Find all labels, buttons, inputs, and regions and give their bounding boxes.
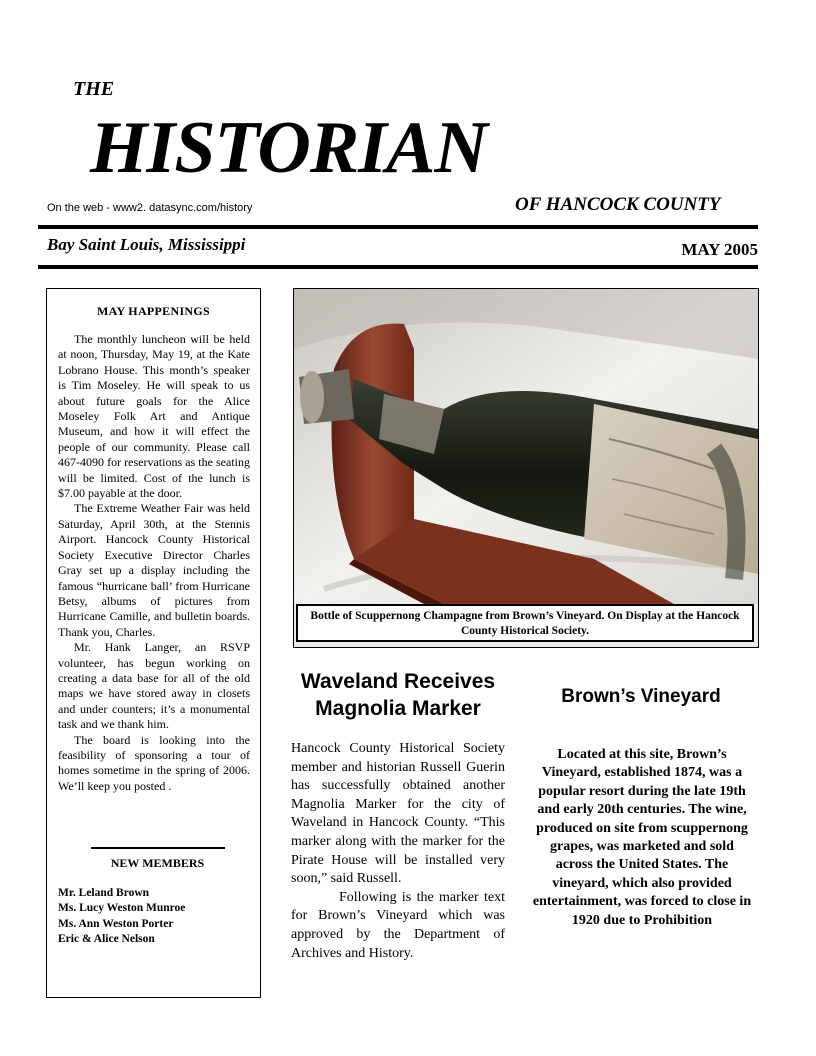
masthead-the: THE xyxy=(73,78,115,100)
bottle-photo xyxy=(293,288,759,648)
photo-caption: Bottle of Scuppernong Champagne from Brown’s Vineyard. On Display at the Hancock County Historical Society. xyxy=(296,604,754,642)
sidebar-paragraph: Mr. Hank Langer, an RSVP volunteer, has begun working on creating a data base for all of the old maps we have stored away in closets and under counters; it’s a monumental task and we thank him. xyxy=(58,640,250,732)
member-name: Ms. Lucy Weston Munroe xyxy=(58,902,186,915)
new-members-list xyxy=(58,886,185,948)
member-name: Ms. Ann Weston Porter xyxy=(58,917,174,930)
may-happenings-box xyxy=(46,288,261,998)
sidebar-divider xyxy=(91,847,225,849)
website-line: On the web - www2. datasync.com/history xyxy=(47,202,253,214)
masthead-subtitle: OF HANCOCK COUNTY xyxy=(515,194,721,215)
waveland-paragraph: Following is the marker text for Brown’s Vineyard which was approved by the Department of Archives and History. xyxy=(291,889,505,961)
city-line: Bay Saint Louis, Mississippi xyxy=(47,235,246,254)
top-rule xyxy=(38,225,758,229)
waveland-article xyxy=(291,740,505,963)
sidebar-paragraph: The monthly luncheon will be held at noon, Thursday, May 19, at the Kate Lobrano House. This month’s speaker is Tim Moseley. He will speak to us about future goals for the Alice Moseley Folk Art and Antique Museum, and how it will effect the people of our community. Please call 467-4090 for reservations as the seating will be limited. Cost of the lunch is $7.00 payable at the door. xyxy=(58,332,250,501)
issue-date: MAY 2005 xyxy=(681,240,758,259)
browns-vineyard-heading: Brown’s Vineyard xyxy=(561,686,721,707)
sidebar-body xyxy=(58,332,250,794)
member-name: Mr. Leland Brown xyxy=(58,887,150,899)
waveland-paragraph: Hancock County Historical Society member and historian Russell Guerin has successfully obtained another Magnolia Marker for the city of Waveland in Hancock County. “This marker along with the marker for the Pirate House will be installed very soon,” said Russell. xyxy=(291,741,505,887)
bottom-rule xyxy=(38,265,758,269)
new-members-title: NEW MEMBERS xyxy=(110,856,205,870)
masthead-title: HISTORIAN xyxy=(90,107,487,189)
member-name: Eric & Alice Nelson xyxy=(58,933,155,946)
champagne-bottle-image xyxy=(294,289,758,604)
sidebar-title: MAY HAPPENINGS xyxy=(97,304,210,318)
marker-text: Located at this site, Brown’s Vineyard, established 1874, was a popular resort during the late 19th and early 20th centuries. The wine, produced on site from scuppernong grapes, was marketed and sold across the United States. The vineyard, which also provided entertainment, was forced to close in 1920 due to Prohibition xyxy=(532,747,752,928)
sidebar-paragraph: The board is looking into the feasibility of sponsoring a tour of homes sometime in the spring of 2006. We’ll keep you posted . xyxy=(58,732,250,793)
waveland-heading: Waveland Receives Magnolia Marker xyxy=(300,670,496,720)
sidebar-paragraph: The Extreme Weather Fair was held Saturday, April 30th, at the Stennis Airport. Hancock County Historical Society Executive Director Charles Gray set up a display including the famous “hurricane ball’ from Hurricane Betsy, albums of pictures from Hurricane Camille, and bulletin boards. Thank you, Charles. xyxy=(58,501,250,639)
